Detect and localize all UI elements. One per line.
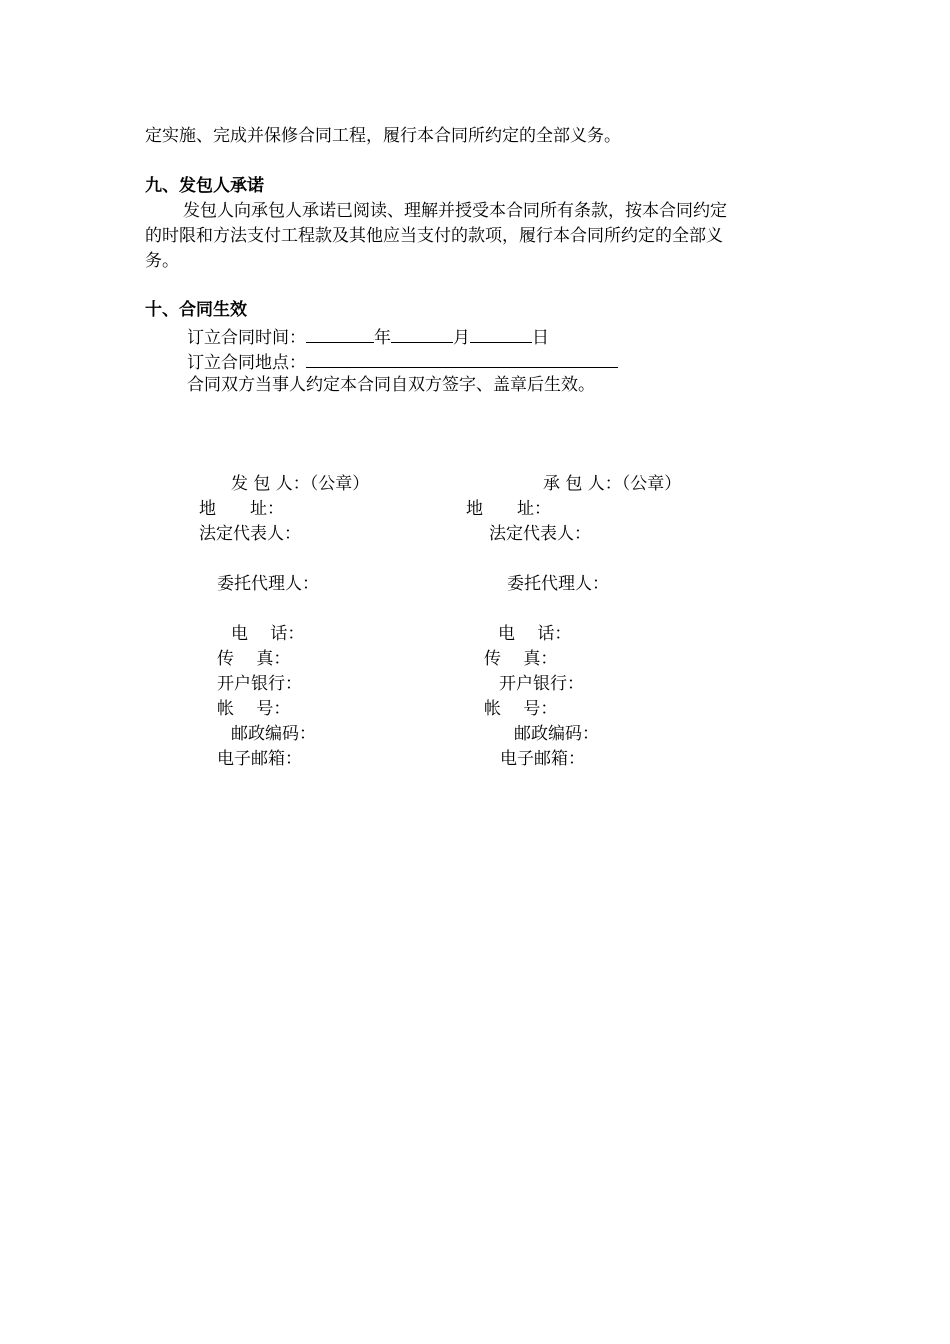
- section-nine-line-2: 的时限和方法支付工程款及其他应当支付的款项，履行本合同所约定的全部义: [145, 226, 723, 246]
- year-label: 年: [374, 328, 391, 348]
- employer-agent-label: 委托代理人：: [217, 574, 319, 594]
- contractor-legal-rep-label: 法定代表人：: [489, 524, 591, 544]
- contract-time-label: 订立合同时间：: [187, 328, 306, 348]
- employer-legal-rep-label: 法定代表人：: [199, 524, 301, 544]
- employer-email-label: 电子邮箱：: [217, 749, 302, 769]
- section-nine-line-3: 务。: [145, 251, 179, 271]
- section-nine-line-1: 发包人向承包人承诺已阅读、理解并授受本合同所有条款，按本合同约定: [183, 201, 727, 221]
- month-blank[interactable]: [391, 323, 453, 343]
- contractor-phone-label: 电 话：: [498, 624, 572, 644]
- prev-section-tail: 定实施、完成并保修合同工程，履行本合同所约定的全部义务。: [145, 126, 621, 146]
- year-blank[interactable]: [306, 323, 374, 343]
- contractor-agent-label: 委托代理人：: [507, 574, 609, 594]
- employer-phone-label: 电 话：: [231, 624, 305, 644]
- section-ten-heading: 十、合同生效: [145, 300, 247, 320]
- effective-clause: 合同双方当事人约定本合同自双方签字、盖章后生效。: [187, 375, 595, 395]
- employer-bank-label: 开户银行：: [217, 674, 302, 694]
- contractor-email-label: 电子邮箱：: [500, 749, 585, 769]
- employer-title: 发 包 人：（公章）: [231, 474, 370, 494]
- contractor-address-label: 地 址：: [466, 499, 551, 519]
- contract-place-line: [187, 348, 618, 376]
- contract-time-line: [187, 323, 549, 351]
- day-blank[interactable]: [470, 323, 532, 343]
- contractor-fax-label: 传 真：: [484, 649, 558, 669]
- contractor-account-label: 帐 号：: [484, 699, 558, 719]
- contract-place-label: 订立合同地点：: [187, 353, 306, 373]
- employer-account-label: 帐 号：: [217, 699, 291, 719]
- month-label: 月: [453, 328, 470, 348]
- day-label: 日: [532, 328, 549, 348]
- contractor-postcode-label: 邮政编码：: [514, 724, 599, 744]
- employer-fax-label: 传 真：: [217, 649, 291, 669]
- contractor-bank-label: 开户银行：: [499, 674, 584, 694]
- employer-address-label: 地 址：: [199, 499, 284, 519]
- employer-postcode-label: 邮政编码：: [231, 724, 316, 744]
- contractor-title: 承 包 人：（公章）: [543, 474, 682, 494]
- section-nine-heading: 九、发包人承诺: [145, 176, 264, 196]
- place-blank[interactable]: [306, 348, 618, 368]
